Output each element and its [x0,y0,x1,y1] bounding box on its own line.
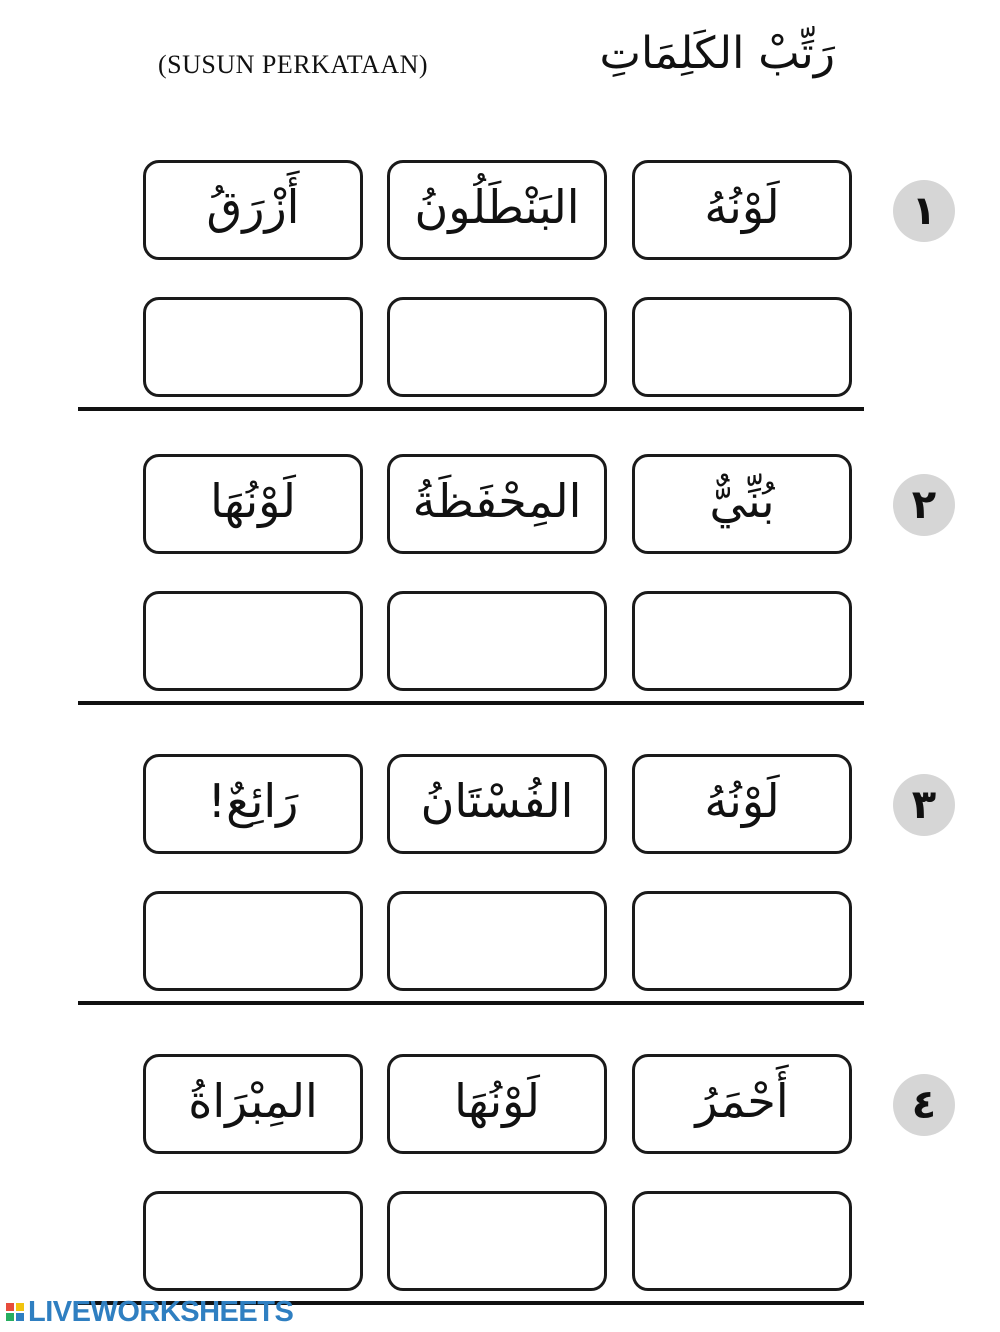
question-number: ٤ [893,1074,955,1136]
answer-slot[interactable] [632,1191,852,1291]
answer-slot[interactable] [632,591,852,691]
word-card[interactable]: أَحْمَرُ [632,1054,852,1154]
answer-slot[interactable] [143,891,363,991]
answer-slot[interactable] [387,1191,607,1291]
answer-slot[interactable] [632,297,852,397]
question-3 [0,754,1000,1004]
word-card[interactable]: رَائِعٌ! [143,754,363,854]
answer-slot[interactable] [143,591,363,691]
liveworksheets-logo-icon [6,1303,24,1321]
logo-square [6,1303,14,1311]
question-number: ٣ [893,774,955,836]
divider [78,701,864,705]
question-4 [0,1054,1000,1304]
word-card[interactable]: لَوْنُهَا [387,1054,607,1154]
answer-slot[interactable] [143,297,363,397]
divider [78,407,864,411]
answer-slot[interactable] [143,1191,363,1291]
answer-slot[interactable] [387,891,607,991]
word-card[interactable]: أَزْرَقُ [143,160,363,260]
worksheet-title: رَتِّبْ الكَلِمَاتِ [599,28,835,79]
question-1 [0,160,1000,410]
word-card[interactable]: بُنِّيٌّ [632,454,852,554]
word-card[interactable]: البَنْطَلُونُ [387,160,607,260]
answer-slot[interactable] [387,591,607,691]
answer-slot[interactable] [387,297,607,397]
answer-slot[interactable] [632,891,852,991]
divider [78,1001,864,1005]
logo-square [16,1313,24,1321]
worksheet-subtitle: (SUSUN PERKATAAN) [158,50,429,79]
word-card[interactable]: المِبْرَاةُ [143,1054,363,1154]
word-card[interactable]: الفُسْتَانُ [387,754,607,854]
brand-name: LIVEWORKSHEETS [28,1295,294,1328]
logo-square [16,1303,24,1311]
question-2 [0,454,1000,704]
word-card[interactable]: لَوْنُهُ [632,754,852,854]
liveworksheets-brand[interactable] [6,1295,293,1329]
question-number: ١ [893,180,955,242]
logo-square [6,1313,14,1321]
word-card[interactable]: لَوْنُهُ [632,160,852,260]
question-number: ٢ [893,474,955,536]
word-card[interactable]: المِحْفَظَةُ [387,454,607,554]
word-card[interactable]: لَوْنُهَا [143,454,363,554]
